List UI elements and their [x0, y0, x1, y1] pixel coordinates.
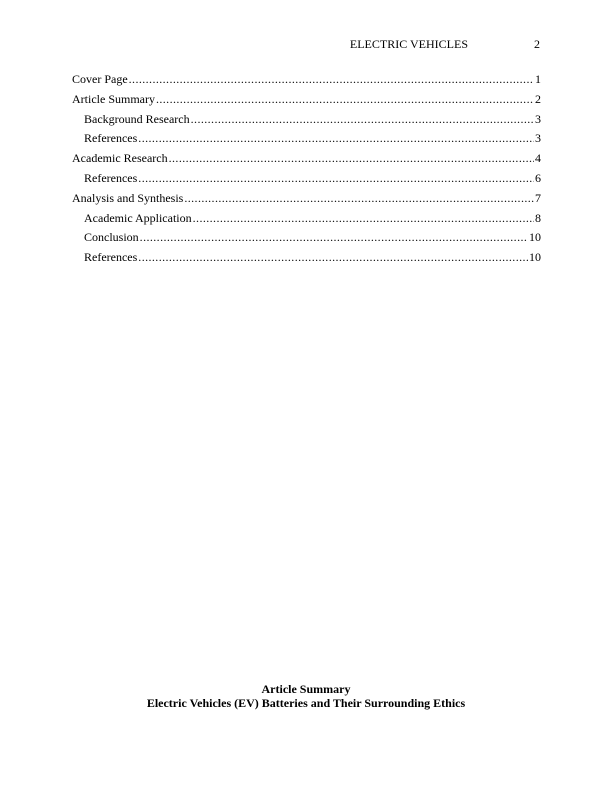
section-heading-block: [72, 682, 540, 710]
table-of-contents: [72, 72, 541, 270]
toc-entry-references-2[interactable]: [72, 171, 541, 191]
toc-entry-label: Analysis and Synthesis: [72, 190, 184, 205]
toc-entry-label: Academic Research: [72, 151, 168, 166]
toc-entry-label: Conclusion: [84, 230, 139, 245]
toc-dot-leader: [138, 250, 528, 264]
toc-dot-leader: [193, 211, 534, 225]
toc-entry-page: 1: [535, 72, 541, 86]
toc-entry-background-research[interactable]: [72, 112, 541, 132]
toc-entry-label: References: [84, 170, 138, 185]
toc-dot-leader: [140, 230, 528, 244]
toc-entry-label: Background Research: [84, 111, 190, 126]
page-number: 2: [534, 37, 540, 51]
toc-entry-academic-research[interactable]: [72, 151, 541, 171]
toc-entry-academic-application[interactable]: [72, 211, 541, 231]
toc-entry-page: 8: [535, 210, 541, 225]
toc-dot-leader: [138, 171, 534, 185]
toc-entry-analysis-and-synthesis[interactable]: [72, 191, 541, 211]
toc-entry-references-1[interactable]: [72, 131, 541, 151]
toc-entry-page: 10: [529, 230, 541, 245]
toc-entry-page: 6: [535, 170, 541, 185]
toc-entry-label: Academic Application: [84, 210, 192, 225]
toc-dot-leader: [191, 112, 534, 126]
toc-dot-leader: [156, 92, 534, 106]
section-heading: Article Summary: [261, 682, 351, 696]
toc-dot-leader: [129, 72, 534, 86]
toc-dot-leader: [184, 191, 534, 205]
toc-entry-page: 4: [535, 151, 541, 166]
toc-entry-page: 3: [535, 131, 541, 146]
toc-entry-label: References: [84, 131, 138, 146]
toc-entry-article-summary[interactable]: [72, 92, 541, 112]
toc-dot-leader: [169, 151, 534, 165]
toc-entry-references-3[interactable]: [72, 250, 541, 270]
toc-dot-leader: [138, 131, 534, 145]
toc-entry-conclusion[interactable]: [72, 230, 541, 250]
running-head: [72, 37, 540, 51]
toc-entry-page: 2: [535, 91, 541, 106]
toc-entry-cover-page[interactable]: [72, 72, 541, 92]
toc-entry-page: 3: [535, 111, 541, 126]
running-head-title: ELECTRIC VEHICLES: [349, 37, 468, 51]
toc-entry-label: Article Summary: [72, 91, 155, 106]
toc-entry-label: References: [84, 250, 138, 265]
section-subheading: Electric Vehicles (EV) Batteries and Their Surrounding Ethics: [146, 696, 466, 710]
toc-entry-page: 10: [529, 250, 541, 265]
toc-entry-label: Cover Page: [72, 72, 128, 86]
toc-entry-page: 7: [535, 190, 541, 205]
